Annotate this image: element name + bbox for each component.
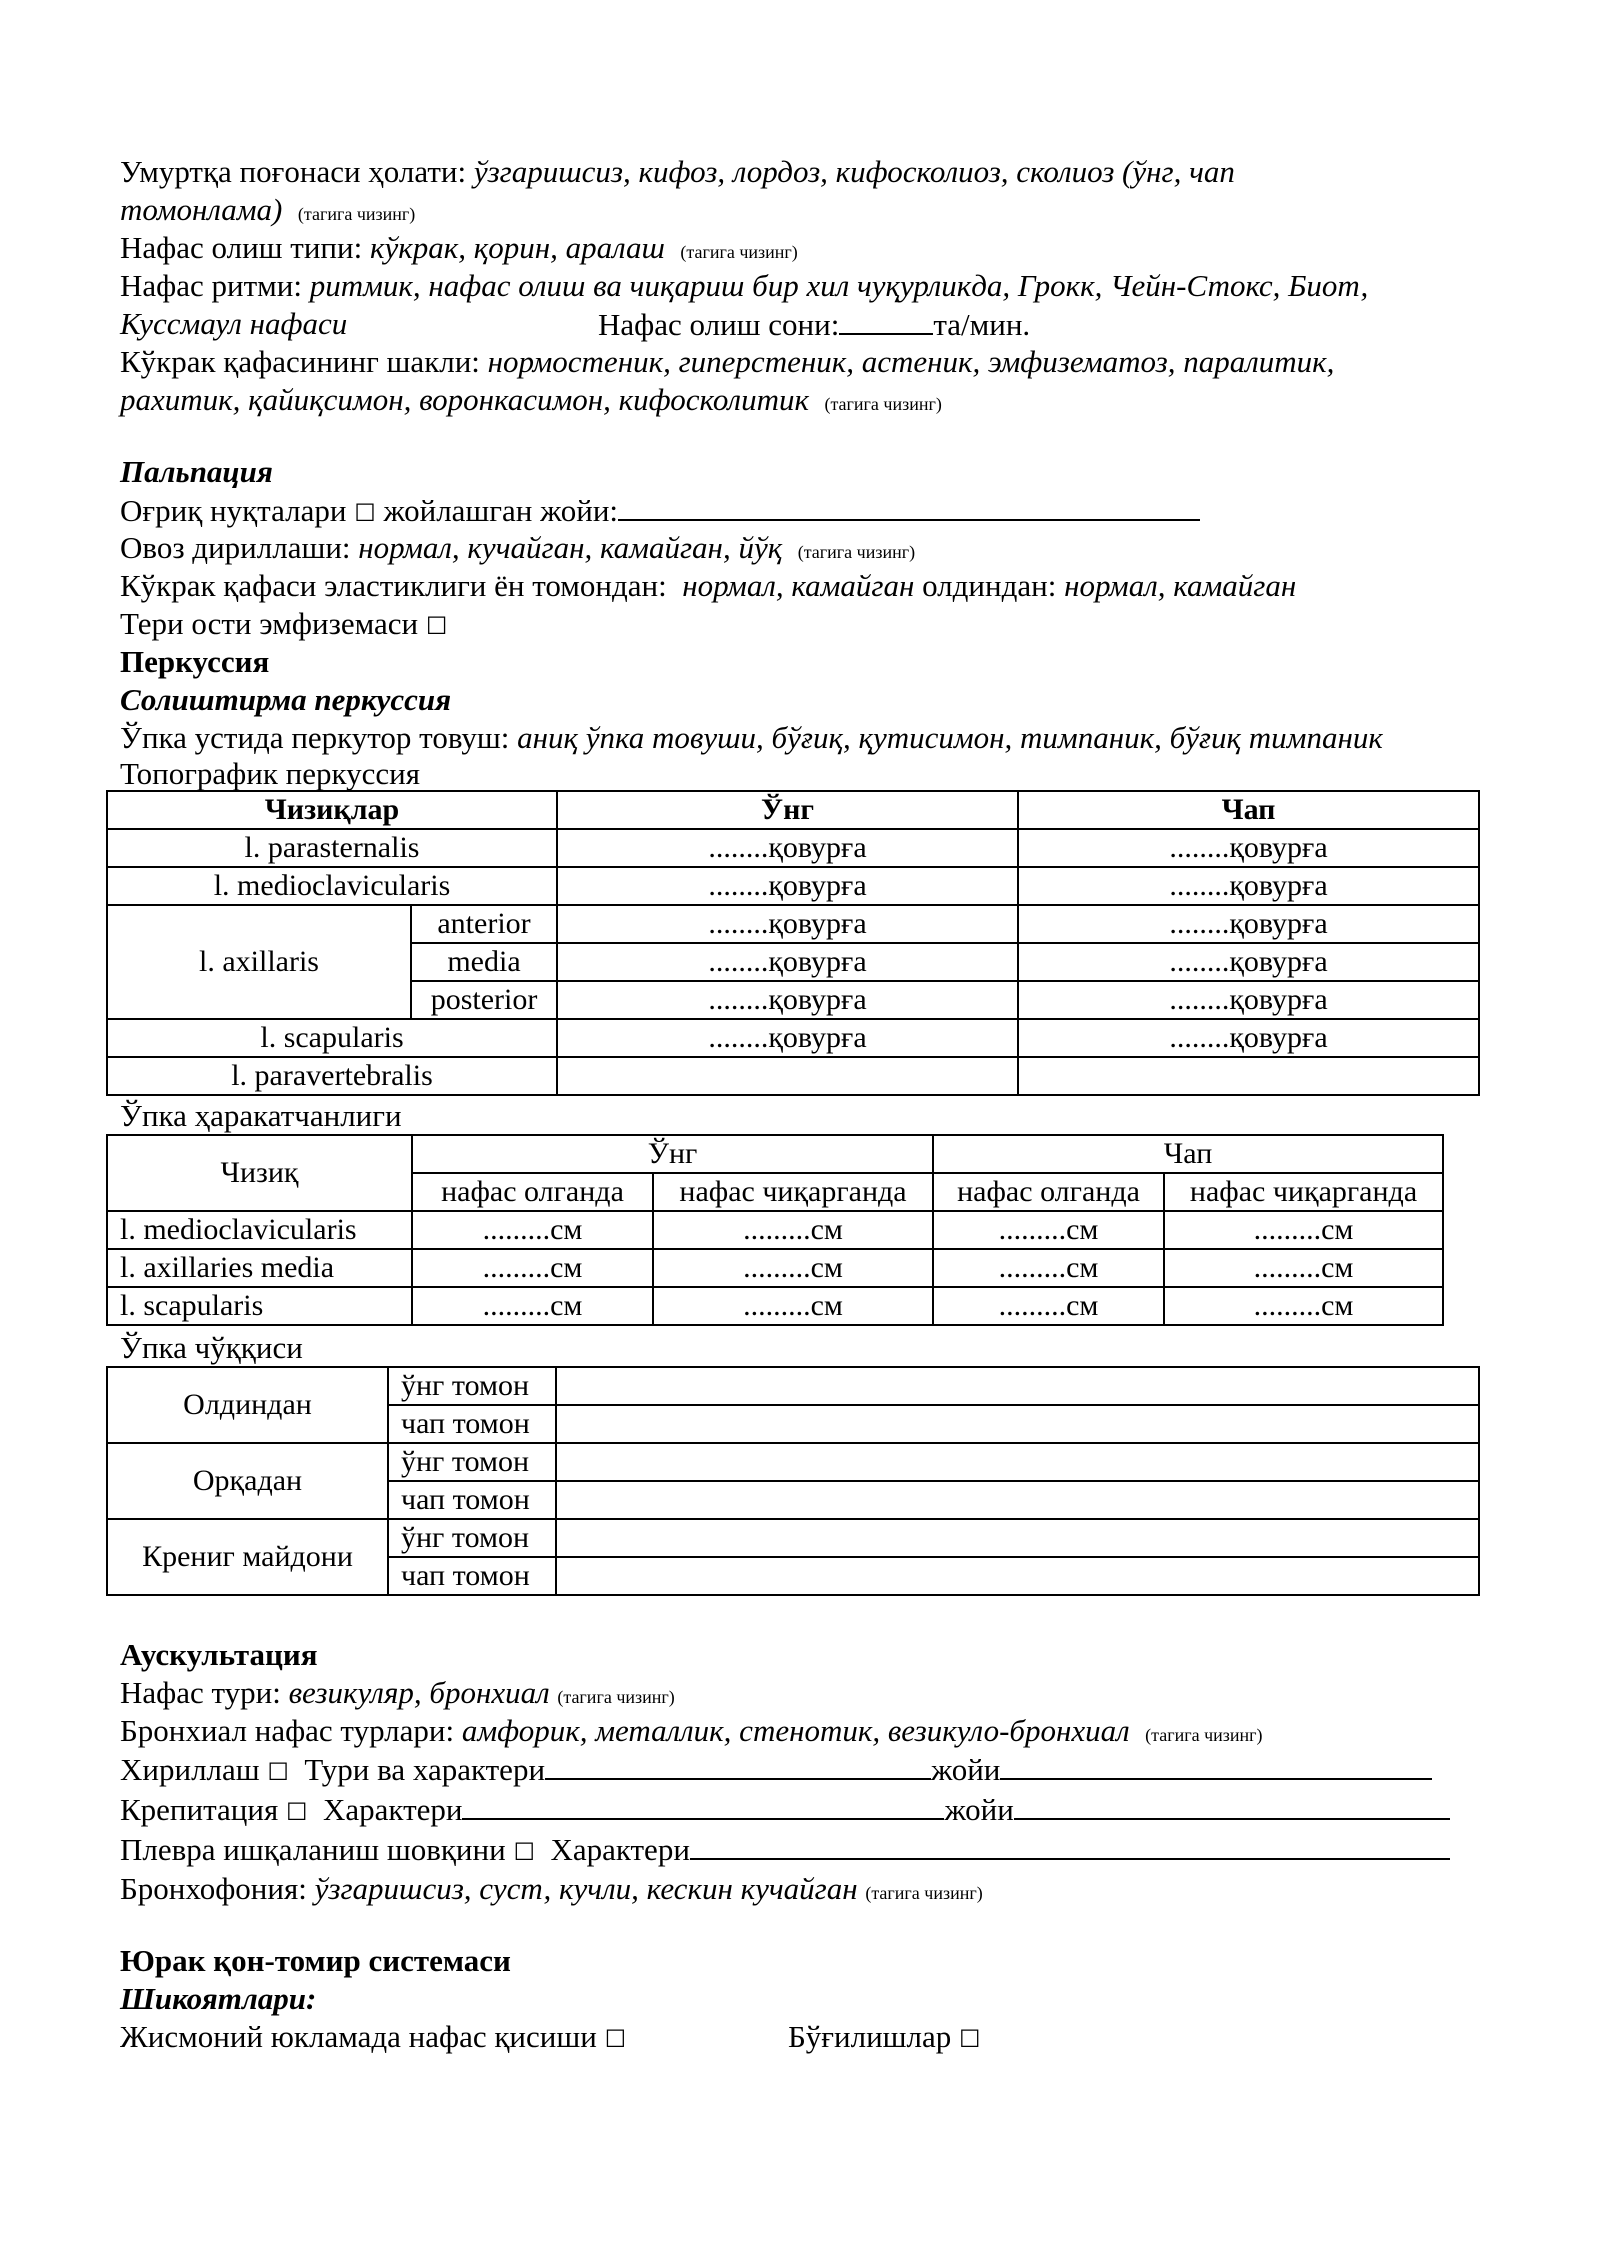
rales-location-line[interactable] — [1000, 1750, 1432, 1780]
cm-cell[interactable]: .........см — [1164, 1249, 1443, 1287]
rib-cell[interactable]: ........қовурға — [557, 905, 1018, 943]
mobility-heading: Ўпка ҳаракатчанлиги — [120, 1098, 402, 1133]
topographic-percussion-table — [106, 790, 1480, 1096]
chest-line-2: рахитик, қайиқсимон, воронкасимон, кифосколитик (тагига чизинг) — [120, 382, 942, 417]
table-row: l. axillaries media .........см .........см .........см .........см — [107, 1249, 1443, 1287]
rib-cell[interactable]: ........қовурға — [557, 829, 1018, 867]
table-header-row: Чизиқ Ўнг Чап — [107, 1135, 1443, 1173]
rib-cell[interactable]: ........қовурға — [557, 943, 1018, 981]
complaints-heading: Шикоятлари: — [120, 1981, 317, 2016]
topo-heading: Топографик перкуссия — [120, 756, 420, 791]
crepitus-location-line[interactable] — [1014, 1790, 1450, 1820]
empty-cell[interactable] — [557, 1057, 1018, 1095]
rib-cell[interactable]: ........қовурға — [557, 981, 1018, 1019]
cm-cell[interactable]: .........см — [933, 1249, 1164, 1287]
rib-cell[interactable]: ........қовурға — [1018, 905, 1479, 943]
comparative-heading: Солиштирма перкуссия — [120, 682, 452, 717]
table-row: l. paravertebralis — [107, 1057, 1479, 1095]
header-right: Ўнг — [557, 791, 1018, 829]
apex-value-cell[interactable] — [556, 1405, 1479, 1443]
breath-type-line: Нафас олиш типи: кўкрак, қорин, аралаш (тагига чизинг) — [120, 230, 798, 265]
apex-value-cell[interactable] — [556, 1557, 1479, 1595]
palpitations-field: Бўғилишлар ☐ — [788, 2019, 981, 2054]
percussion-heading: Перкуссия — [120, 644, 270, 679]
cardio-complaints-line: Жисмоний юкламада нафас қисиши ☐ Бўғилишлар ☐ — [120, 2018, 1500, 2058]
table-row: чап томон — [107, 1481, 1479, 1519]
table-row: posterior ........қовурға ........қовурға — [107, 981, 1479, 1019]
crepitus-character-line[interactable] — [462, 1790, 944, 1820]
cm-cell[interactable]: .........см — [653, 1287, 933, 1325]
cm-cell[interactable]: .........см — [653, 1249, 933, 1287]
table-row: чап томон — [107, 1557, 1479, 1595]
table-row: Олдиндан ўнг томон — [107, 1367, 1479, 1405]
rib-cell[interactable]: ........қовурға — [557, 1019, 1018, 1057]
header-lines: Чизиқлар — [107, 791, 557, 829]
cm-cell[interactable]: .........см — [1164, 1287, 1443, 1325]
table-row: l. axillaris anterior ........қовурға ........қовурға — [107, 905, 1479, 943]
rales-checkbox[interactable]: ☐ — [267, 1758, 289, 1786]
palpitations-checkbox[interactable]: ☐ — [959, 2025, 981, 2053]
cm-cell[interactable]: .........см — [933, 1211, 1164, 1249]
cm-cell[interactable]: .........см — [1164, 1211, 1443, 1249]
lung-mobility-table — [106, 1134, 1444, 1326]
pain-points-checkbox[interactable]: ☐ — [354, 499, 376, 527]
bronchophony-line: Бронхофония: ўзгаришсиз, суст, кучли, кескин кучайган (тагига чизинг) — [120, 1871, 983, 1906]
table-row: l. scapularis ........қовурға ........қовурға — [107, 1019, 1479, 1057]
cm-cell[interactable]: .........см — [412, 1249, 653, 1287]
rate-input-line[interactable] — [839, 305, 933, 335]
table-row: l. medioclavicularis ........қовурға ........қовурға — [107, 867, 1479, 905]
table-row: Орқадан ўнг томон — [107, 1443, 1479, 1481]
rhythm-line: Нафас ритми: ритмик, нафас олиш ва чиқариш бир хил чуқурликда, Грокк, Чейн-Стокс, Биот, — [120, 268, 1369, 303]
breath-sound-line: Нафас тури: везикуляр, бронхиал (тагига чизинг) — [120, 1675, 675, 1710]
lung-apex-table — [106, 1366, 1480, 1596]
table-row: чап томон — [107, 1405, 1479, 1443]
voice-tremor-line: Овоз дириллаши: нормал, кучайган, камайган, йўқ (тагига чизинг) — [120, 530, 916, 565]
rib-cell[interactable]: ........қовурға — [1018, 1019, 1479, 1057]
rib-cell[interactable]: ........қовурға — [1018, 943, 1479, 981]
spine-line-2: томонлама) (тагига чизинг) — [120, 192, 416, 227]
rate-field: Нафас олиш сони: та/мин. — [598, 307, 1031, 342]
chest-line: Кўкрак қафасининг шакли: нормостеник, гиперстеник, астеник, эмфизематоз, паралитик, — [120, 344, 1335, 379]
crepitus-checkbox[interactable]: ☐ — [286, 1798, 308, 1826]
cm-cell[interactable]: .........см — [412, 1211, 653, 1249]
crepitus-line: Крепитация ☐ Характери жойи — [120, 1790, 1500, 1831]
apex-value-cell[interactable] — [556, 1481, 1479, 1519]
palpation-heading: Пальпация — [120, 454, 273, 489]
emphysema-line: Тери ости эмфиземаси ☐ — [120, 606, 448, 641]
pleural-friction-checkbox[interactable]: ☐ — [513, 1838, 535, 1866]
rib-cell[interactable]: ........қовурға — [557, 867, 1018, 905]
elasticity-line: Кўкрак қафаси эластиклиги ён томондан: нормал, камайган олдиндан: нормал, камайган — [120, 568, 1297, 603]
pain-location-line[interactable] — [618, 491, 1200, 521]
table-row: Крениг майдони ўнг томон — [107, 1519, 1479, 1557]
apex-value-cell[interactable] — [556, 1367, 1479, 1405]
rib-cell[interactable]: ........қовурға — [1018, 829, 1479, 867]
table-header-row: нафас олганда нафас чиқарганда нафас олганда нафас чиқарганда — [107, 1173, 1443, 1211]
bronchial-types-line: Бронхиал нафас турлари: амфорик, металлик, стенотик, везикуло-бронхиал (тагига чизинг) — [120, 1713, 1263, 1748]
header-left: Чап — [1018, 791, 1479, 829]
cardio-heading: Юрак қон-томир системаси — [120, 1943, 511, 1978]
apex-value-cell[interactable] — [556, 1519, 1479, 1557]
spine-line: Умуртқа поғонаси ҳолати: ўзгаришсиз, кифоз, лордоз, кифосколиоз, сколиоз (ўнг, чап — [120, 154, 1235, 189]
rales-type-line[interactable] — [545, 1750, 931, 1780]
rhythm-line-2: Куссмаул нафаси Нафас олиш сони: та/мин. — [120, 306, 1031, 342]
dyspnea-checkbox[interactable]: ☐ — [604, 2025, 627, 2053]
apex-heading: Ўпка чўққиси — [120, 1330, 303, 1365]
pleural-friction-line: Плевра ишқаланиш шовқини ☐ Характери — [120, 1830, 1500, 1871]
cm-cell[interactable]: .........см — [653, 1211, 933, 1249]
table-row: media ........қовурға ........қовурға — [107, 943, 1479, 981]
table-row: l. medioclavicularis .........см .........см .........см .........см — [107, 1211, 1443, 1249]
table-row: l. scapularis .........см .........см .........см .........см — [107, 1287, 1443, 1325]
pain-points-line: Оғриқ нуқталари ☐ жойлашган жойи: — [120, 491, 1500, 532]
empty-cell[interactable] — [1018, 1057, 1479, 1095]
cm-cell[interactable]: .........см — [933, 1287, 1164, 1325]
apex-value-cell[interactable] — [556, 1443, 1479, 1481]
table-header-row — [107, 791, 1479, 829]
friction-character-line[interactable] — [690, 1830, 1450, 1860]
rib-cell[interactable]: ........қовурға — [1018, 981, 1479, 1019]
table-row: l. parasternalis ........қовурға ........қовурға — [107, 829, 1479, 867]
percussion-sound-line: Ўпка устида перкутор товуш: аниқ ўпка товуши, бўғиқ, қутисимон, тимпаник, бўғиқ тимпаник — [120, 720, 1383, 755]
emphysema-checkbox[interactable]: ☐ — [425, 612, 448, 640]
rales-line: Хириллаш ☐ Тури ва характери жойи — [120, 1750, 1500, 1791]
auscultation-heading: Аускультация — [120, 1637, 318, 1672]
cm-cell[interactable]: .........см — [412, 1287, 653, 1325]
rib-cell[interactable]: ........қовурға — [1018, 867, 1479, 905]
